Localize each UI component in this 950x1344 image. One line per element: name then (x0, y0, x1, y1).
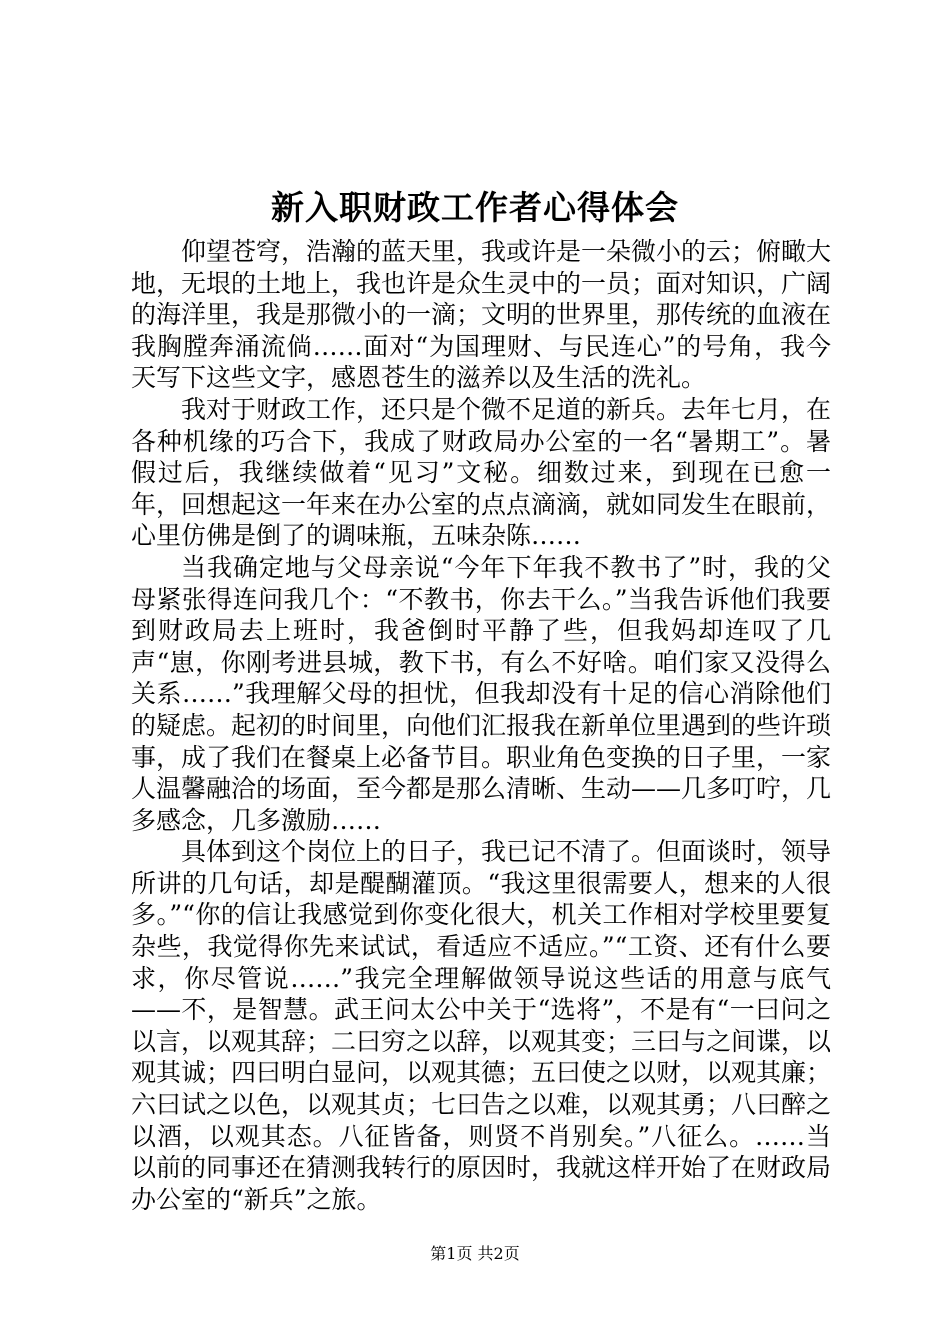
document-title: 新入职财政工作者心得体会 (271, 188, 679, 227)
paragraph: 仰望苍穹，浩瀚的蓝天里，我或许是一朵微小的云；俯瞰大地，无垠的土地上，我也许是众生灵中的一员；面对知识，广阔的海洋里，我是那微小的一滴；文明的世界里，那传统的血液在我胸膛奔涌流倘……面对“为国理财、与民连心”的号角，我今天写下这些文字，感恩苍生的滋养以及生活的洗礼。 (131, 237, 832, 393)
paragraph: 具体到这个岗位上的日子，我已记不清了。但面谈时，领导所讲的几句话，却是醍醐灌顶。“我这里很需要人，想来的人很多。”“你的信让我感觉到你变化很大，机关工作相对学校里要复杂些，我觉得你先来试试，看适应不适应。”“工资、还有什么要求，你尽管说……”我完全理解做领导说这些话的用意与底气——不，是智慧。武王问太公中关于“选将”，不是有“一曰问之以言，以观其辞；二曰穷之以辞，以观其变；三曰与之间谍，以观其诚；四曰明白显问，以观其德；五曰使之以财，以观其廉；六曰试之以色，以观其贞；七曰告之以难，以观其勇；八曰醉之以酒，以观其态。八征皆备，则贤不肖别矣。”八征么。……当以前的同事还在猜测我转行的原因时，我就这样开始了在财政局办公室的“新兵”之旅。 (131, 837, 832, 1214)
page-footer: 第1页 共2页 (430, 1244, 520, 1263)
paragraph: 当我确定地与父母亲说“今年下年我不教书了”时，我的父母紧张得连问我几个：“不教书，你去干么。”当我告诉他们我要到财政局去上班时，我爸倒时平静了些，但我妈却连叹了几声“崽，你刚考进县城，教下书，有么不好啥。咱们家又没得么关系……”我理解父母的担忧，但我却没有十足的信心消除他们的疑虑。起初的时间里，向他们汇报我在新单位里遇到的些许琐事，成了我们在餐桌上必备节目。职业角色变换的日子里，一家人温馨融洽的场面，至今都是那么清晰、生动——几多叮咛，几多感念，几多激励…… (131, 552, 832, 835)
paragraph: 我对于财政工作，还只是个微不足道的新兵。去年七月，在各种机缘的巧合下，我成了财政局办公室的一名“暑期工”。暑假过后，我继续做着“见习”文秘。细数过来，到现在已愈一年，回想起这一年来在办公室的点点滴滴，就如同发生在眼前，心里仿佛是倒了的调味瓶，五味杂陈…… (131, 394, 832, 551)
document-body (131, 236, 831, 1215)
